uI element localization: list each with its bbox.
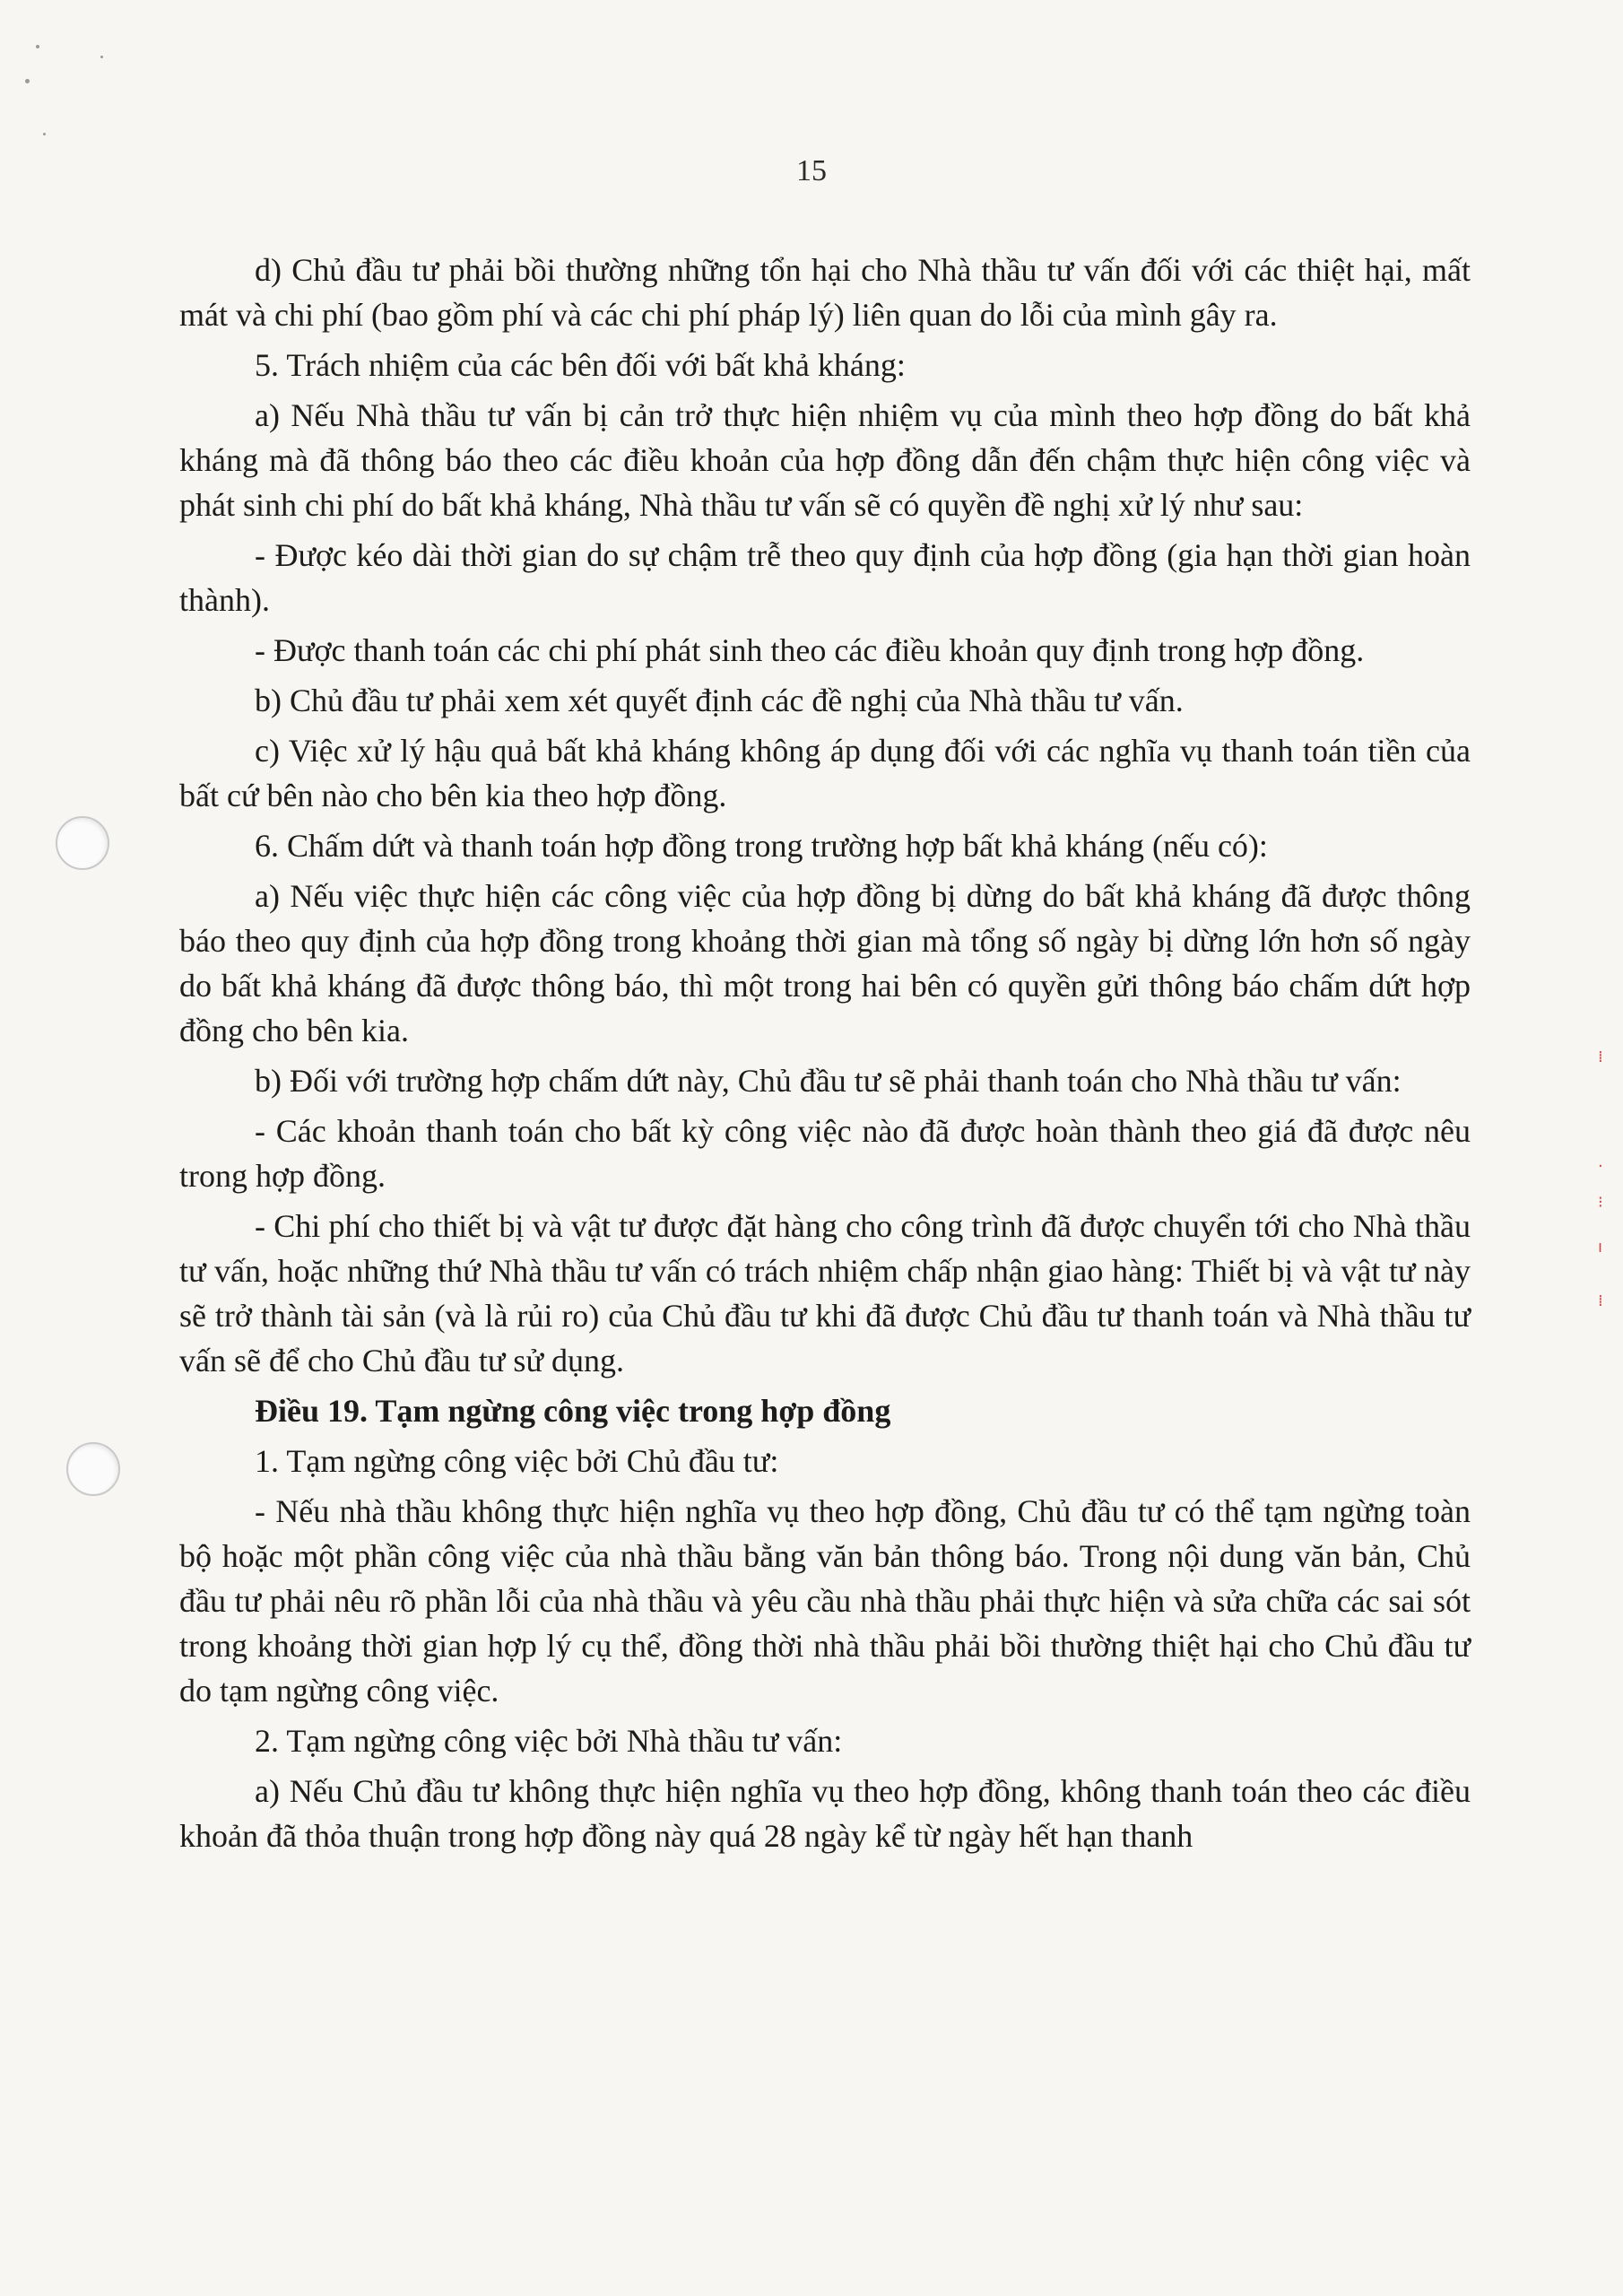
scan-speck bbox=[43, 133, 46, 135]
paragraph: a) Nếu Nhà thầu tư vấn bị cản trở thực hiện nhiệm vụ của mình theo hợp đồng do bất khả kháng mà đã thông báo theo các điều khoản của hợp đồng dẫn đến chậm thực hiện công việc và phát sinh chi phí do bất khả kháng, Nhà thầu tư vấn sẽ có quyền đề nghị xử lý như sau: bbox=[179, 397, 1471, 523]
stamp-mark: · bbox=[1598, 1157, 1603, 1176]
scan-speck bbox=[100, 56, 103, 58]
stamp-mark: ı bbox=[1598, 1238, 1603, 1257]
stamp-mark: ⁞ bbox=[1598, 1048, 1603, 1066]
paragraph: c) Việc xử lý hậu quả bất khả kháng không áp dụng đối với các nghĩa vụ thanh toán tiền của bất cứ bên nào cho bên kia theo hợp đồng. bbox=[179, 733, 1471, 813]
stamp-mark: ⁞ bbox=[1598, 1292, 1603, 1310]
stamp-mark: ⁝ bbox=[1598, 1193, 1603, 1212]
paragraph: 6. Chấm dứt và thanh toán hợp đồng trong trường hợp bất khả kháng (nếu có): bbox=[255, 828, 1268, 864]
paragraph: b) Đối với trường hợp chấm dứt này, Chủ đầu tư sẽ phải thanh toán cho Nhà thầu tư vấn: bbox=[255, 1063, 1402, 1099]
scan-speck bbox=[36, 45, 39, 48]
document-body bbox=[179, 248, 1471, 1864]
paragraph: - Được thanh toán các chi phí phát sinh theo các điều khoản quy định trong hợp đồng. bbox=[255, 632, 1365, 668]
paragraph: a) Nếu việc thực hiện các công việc của hợp đồng bị dừng do bất khả kháng đã được thông báo theo quy định của hợp đồng trong khoảng thời gian mà tổng số ngày bị dừng lớn hơn số ngày do bất khả kháng đã được thông báo, thì một trong hai bên có quyền gửi thông báo chấm dứt hợp đồng cho bên kia. bbox=[179, 878, 1471, 1048]
paragraph: - Các khoản thanh toán cho bất kỳ công việc nào đã được hoàn thành theo giá đã được nêu trong hợp đồng. bbox=[179, 1113, 1471, 1194]
paragraph: - Nếu nhà thầu không thực hiện nghĩa vụ theo hợp đồng, Chủ đầu tư có thể tạm ngừng toàn bộ hoặc một phần công việc của nhà thầu bằng văn bản thông báo. Trong nội dung văn bản, Chủ đầu tư phải nêu rõ phần lỗi của nhà thầu và yêu cầu nhà thầu phải thực hiện và sửa chữa các sai sót trong khoảng thời gian hợp lý cụ thể, đồng thời nhà thầu phải bồi thường thiệt hại cho Chủ đầu tư do tạm ngừng công việc. bbox=[179, 1493, 1471, 1709]
paragraph: 1. Tạm ngừng công việc bởi Chủ đầu tư: bbox=[255, 1443, 779, 1479]
paragraph: - Được kéo dài thời gian do sự chậm trễ theo quy định của hợp đồng (gia hạn thời gian hoàn thành). bbox=[179, 537, 1471, 618]
paragraph: b) Chủ đầu tư phải xem xét quyết định các đề nghị của Nhà thầu tư vấn. bbox=[255, 683, 1184, 718]
paragraph: - Chi phí cho thiết bị và vật tư được đặt hàng cho công trình đã được chuyển tới cho Nhà thầu tư vấn, hoặc những thứ Nhà thầu tư vấn có trách nhiệm chấp nhận giao hàng: Thiết bị và vật tư này sẽ trở thành tài sản (và là rủi ro) của Chủ đầu tư khi đã được Chủ đầu tư thanh toán và Nhà thầu tư vấn sẽ để cho Chủ đầu tư sử dụng. bbox=[179, 1208, 1471, 1378]
punch-hole bbox=[56, 816, 109, 870]
paragraph: a) Nếu Chủ đầu tư không thực hiện nghĩa vụ theo hợp đồng, không thanh toán theo các điều khoản đã thỏa thuận trong hợp đồng này quá 28 ngày kể từ ngày hết hạn thanh bbox=[179, 1773, 1471, 1854]
article-heading: Điều 19. Tạm ngừng công việc trong hợp đồng bbox=[255, 1393, 891, 1429]
paragraph: 5. Trách nhiệm của các bên đối với bất khả kháng: bbox=[255, 347, 906, 383]
scan-speck bbox=[25, 79, 30, 83]
punch-hole bbox=[66, 1442, 120, 1496]
paragraph: d) Chủ đầu tư phải bồi thường những tổn hại cho Nhà thầu tư vấn đối với các thiệt hại, mất mát và chi phí (bao gồm phí và các chi phí pháp lý) liên quan do lỗi của mình gây ra. bbox=[179, 252, 1471, 333]
page-number: 15 bbox=[796, 154, 827, 187]
paragraph: 2. Tạm ngừng công việc bởi Nhà thầu tư vấn: bbox=[255, 1723, 843, 1759]
